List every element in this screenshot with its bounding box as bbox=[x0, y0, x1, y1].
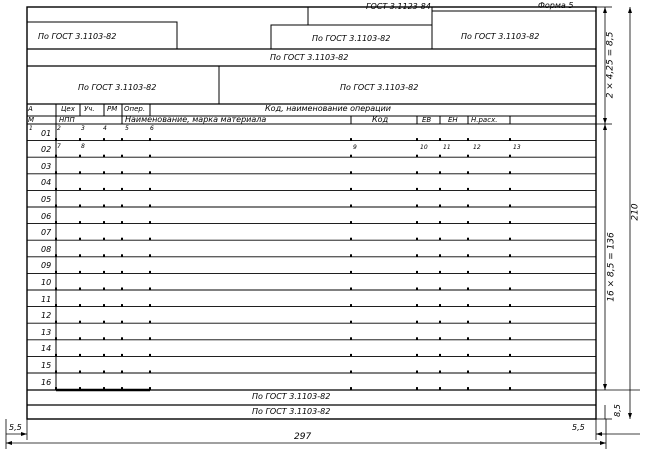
tick-mark bbox=[55, 337, 57, 340]
tick-mark bbox=[103, 271, 105, 274]
row-number: 13 bbox=[41, 327, 52, 337]
tick-mark bbox=[350, 155, 352, 158]
tick-mark bbox=[416, 171, 418, 174]
tick-mark bbox=[103, 138, 105, 141]
tick-mark bbox=[55, 138, 57, 141]
tick-mark bbox=[103, 304, 105, 307]
tick-mark bbox=[121, 254, 123, 256]
form-reference: ГОСТ 3.1123-84 bbox=[366, 2, 431, 11]
tick-mark bbox=[350, 321, 352, 324]
tick-mark bbox=[416, 337, 418, 340]
tick-mark bbox=[416, 271, 418, 274]
tick-mark bbox=[149, 205, 151, 208]
gost-footer-1: По ГОСТ 3.1103-82 bbox=[252, 392, 331, 401]
tick-mark bbox=[439, 254, 441, 256]
row-number: 16 bbox=[41, 377, 52, 387]
tick-mark bbox=[121, 387, 123, 390]
tick-mark bbox=[467, 254, 469, 256]
tick-mark bbox=[103, 337, 105, 340]
dim-right-top: 2 × 4,25 = 8,5 bbox=[605, 31, 616, 99]
tick-mark bbox=[79, 238, 81, 241]
tick-mark bbox=[509, 205, 511, 208]
tick-mark bbox=[509, 188, 511, 191]
tick-mark bbox=[509, 321, 511, 324]
tick-mark bbox=[439, 387, 441, 390]
tick-mark bbox=[416, 138, 418, 141]
tick-mark bbox=[467, 155, 469, 158]
tick-mark bbox=[350, 254, 352, 256]
tick-mark bbox=[416, 321, 418, 324]
form-label: Форма 5 bbox=[538, 1, 574, 10]
col-npp: НПП bbox=[59, 116, 75, 124]
row-number: 04 bbox=[41, 178, 52, 188]
row-number: 07 bbox=[41, 228, 52, 238]
col-norm: Н.расх. bbox=[471, 116, 498, 124]
tick-mark bbox=[121, 188, 123, 191]
col-oper: Опер. bbox=[124, 105, 146, 113]
col-num-9: 9 bbox=[353, 144, 357, 151]
tick-mark bbox=[79, 288, 81, 291]
gost-box-3: По ГОСТ 3.1103-82 bbox=[461, 32, 540, 41]
tick-mark bbox=[467, 205, 469, 208]
col-num-2: 2 bbox=[57, 125, 61, 132]
tick-mark bbox=[439, 271, 441, 274]
tick-mark bbox=[350, 138, 352, 141]
tick-mark bbox=[79, 254, 81, 256]
tick-mark bbox=[79, 321, 81, 324]
dim-width: 297 bbox=[294, 432, 312, 442]
tick-mark bbox=[509, 337, 511, 340]
tick-mark bbox=[121, 171, 123, 174]
row-number: 06 bbox=[41, 211, 52, 221]
tick-mark bbox=[467, 288, 469, 291]
tick-mark bbox=[350, 238, 352, 241]
tick-mark bbox=[416, 371, 418, 374]
tick-mark bbox=[416, 155, 418, 158]
col-num-1: 1 bbox=[29, 125, 33, 132]
tick-mark bbox=[55, 155, 57, 158]
tick-mark bbox=[79, 387, 81, 390]
tick-mark bbox=[350, 271, 352, 274]
col-num-5: 5 bbox=[125, 125, 129, 132]
tick-mark bbox=[467, 371, 469, 374]
row-number: 03 bbox=[41, 161, 52, 171]
tick-mark bbox=[467, 221, 469, 224]
tick-mark bbox=[509, 371, 511, 374]
tick-mark bbox=[55, 188, 57, 191]
tick-mark bbox=[103, 188, 105, 191]
tick-mark bbox=[55, 205, 57, 208]
tick-mark bbox=[103, 321, 105, 324]
tick-mark bbox=[509, 171, 511, 174]
tick-mark bbox=[79, 205, 81, 208]
col-num-11: 11 bbox=[443, 144, 451, 151]
tick-mark bbox=[55, 371, 57, 374]
dim-right-margin: 5,5 bbox=[572, 423, 585, 432]
tick-mark bbox=[121, 288, 123, 291]
tick-mark bbox=[103, 155, 105, 158]
col-num-8: 8 bbox=[81, 143, 85, 150]
tick-mark bbox=[416, 288, 418, 291]
tick-mark bbox=[439, 155, 441, 158]
col-num-12: 12 bbox=[473, 144, 481, 151]
col-material: Наименование, марка материала bbox=[125, 115, 267, 124]
tick-mark bbox=[416, 354, 418, 357]
gost-right-block: По ГОСТ 3.1103-82 bbox=[340, 83, 419, 92]
tick-mark bbox=[149, 387, 151, 390]
tick-mark bbox=[103, 371, 105, 374]
tick-mark bbox=[79, 221, 81, 224]
tick-mark bbox=[79, 371, 81, 374]
tick-mark bbox=[467, 138, 469, 141]
tick-mark bbox=[149, 188, 151, 191]
col-tseh: Цех bbox=[61, 105, 75, 113]
col-en: ЕН bbox=[448, 116, 458, 124]
tick-mark bbox=[439, 371, 441, 374]
tick-mark bbox=[79, 354, 81, 357]
tick-mark bbox=[79, 171, 81, 174]
tick-mark bbox=[467, 321, 469, 324]
tick-mark bbox=[416, 188, 418, 191]
tick-mark bbox=[350, 337, 352, 340]
tick-mark bbox=[55, 321, 57, 324]
tick-mark bbox=[467, 354, 469, 357]
dim-right-total: 210 bbox=[630, 203, 641, 221]
tick-mark bbox=[439, 288, 441, 291]
tick-mark bbox=[350, 188, 352, 191]
tick-mark bbox=[79, 188, 81, 191]
col-num-13: 13 bbox=[513, 144, 521, 151]
tick-mark bbox=[416, 387, 418, 390]
tick-mark bbox=[467, 337, 469, 340]
tick-mark bbox=[55, 271, 57, 274]
tick-mark bbox=[350, 288, 352, 291]
tick-mark bbox=[103, 354, 105, 357]
tick-mark bbox=[55, 387, 57, 390]
row-number: 09 bbox=[41, 261, 52, 271]
tick-mark bbox=[509, 288, 511, 291]
tick-mark bbox=[149, 138, 151, 141]
row-number: 02 bbox=[41, 145, 52, 155]
tick-mark bbox=[149, 221, 151, 224]
tick-mark bbox=[439, 171, 441, 174]
tick-mark bbox=[149, 238, 151, 241]
tick-mark bbox=[467, 271, 469, 274]
tick-mark bbox=[149, 271, 151, 274]
tick-mark bbox=[416, 221, 418, 224]
tick-mark bbox=[149, 371, 151, 374]
row-number: 14 bbox=[41, 344, 52, 354]
tick-mark bbox=[467, 238, 469, 241]
tick-mark bbox=[103, 238, 105, 241]
tick-mark bbox=[350, 171, 352, 174]
tick-mark bbox=[103, 171, 105, 174]
tick-mark bbox=[149, 354, 151, 357]
tick-mark bbox=[416, 205, 418, 208]
tick-mark bbox=[509, 138, 511, 141]
tick-mark bbox=[439, 321, 441, 324]
col-uch: Уч. bbox=[84, 105, 95, 113]
col-num-4: 4 bbox=[103, 125, 107, 132]
tick-mark bbox=[439, 205, 441, 208]
tick-mark bbox=[121, 205, 123, 208]
tick-mark bbox=[149, 337, 151, 340]
tick-mark bbox=[509, 155, 511, 158]
gost-strip: По ГОСТ 3.1103-82 bbox=[270, 53, 349, 62]
tick-mark bbox=[467, 171, 469, 174]
tick-mark bbox=[509, 238, 511, 241]
tick-mark bbox=[149, 155, 151, 158]
row-label-m: М bbox=[28, 116, 35, 124]
tick-mark bbox=[55, 354, 57, 357]
row-number: 15 bbox=[41, 361, 52, 370]
tick-mark bbox=[121, 337, 123, 340]
tick-mark bbox=[416, 304, 418, 307]
tick-mark bbox=[121, 304, 123, 307]
row-number: 11 bbox=[41, 294, 52, 304]
col-num-3: 3 bbox=[81, 125, 85, 132]
tick-mark bbox=[467, 387, 469, 390]
tick-mark bbox=[121, 354, 123, 357]
tick-mark bbox=[149, 304, 151, 307]
dim-right-bottom: 8,5 bbox=[612, 404, 622, 417]
dim-right-mid: 16 × 8,5 = 136 bbox=[606, 232, 617, 302]
col-operation-header: Код, наименование операции bbox=[265, 104, 391, 113]
row-label-a: А bbox=[28, 105, 33, 113]
tick-mark bbox=[103, 288, 105, 291]
tick-mark bbox=[121, 221, 123, 224]
tick-mark bbox=[509, 387, 511, 390]
tick-mark bbox=[467, 304, 469, 307]
tick-mark bbox=[121, 138, 123, 141]
tick-mark bbox=[509, 221, 511, 224]
tick-mark bbox=[350, 205, 352, 208]
col-code: Код bbox=[372, 115, 389, 124]
tick-mark bbox=[350, 387, 352, 390]
gost-footer-2: По ГОСТ 3.1103-82 bbox=[252, 407, 331, 416]
tick-mark bbox=[149, 254, 151, 256]
row-number: 10 bbox=[41, 278, 52, 287]
tick-mark bbox=[79, 337, 81, 340]
gost-box-2: По ГОСТ 3.1103-82 bbox=[312, 34, 391, 43]
tick-mark bbox=[103, 387, 105, 390]
tick-mark bbox=[55, 171, 57, 174]
tick-mark bbox=[121, 371, 123, 374]
col-ev: ЕВ bbox=[422, 116, 432, 124]
tick-mark bbox=[439, 238, 441, 241]
col-rm: РМ bbox=[107, 105, 118, 113]
tick-mark bbox=[439, 337, 441, 340]
col-num-7: 7 bbox=[57, 143, 61, 150]
tick-mark bbox=[55, 254, 57, 256]
tick-mark bbox=[439, 138, 441, 141]
tick-mark bbox=[350, 354, 352, 357]
tick-mark bbox=[79, 155, 81, 158]
tick-mark bbox=[439, 354, 441, 357]
tick-mark bbox=[121, 155, 123, 158]
tick-mark bbox=[350, 304, 352, 307]
tick-mark bbox=[509, 304, 511, 307]
tick-mark bbox=[509, 254, 511, 256]
tick-mark bbox=[121, 238, 123, 241]
tick-mark bbox=[439, 304, 441, 307]
tick-mark bbox=[416, 238, 418, 241]
tick-mark bbox=[467, 188, 469, 191]
tick-mark bbox=[509, 354, 511, 357]
tick-mark bbox=[121, 271, 123, 274]
tick-mark bbox=[509, 271, 511, 274]
row-number: 05 bbox=[41, 195, 52, 204]
tick-mark bbox=[350, 371, 352, 374]
tick-mark bbox=[103, 205, 105, 208]
tick-mark bbox=[416, 254, 418, 256]
tick-mark bbox=[149, 171, 151, 174]
tick-mark bbox=[79, 271, 81, 274]
tick-mark bbox=[55, 238, 57, 241]
tick-mark bbox=[79, 304, 81, 307]
col-num-10: 10 bbox=[420, 144, 428, 151]
tick-mark bbox=[103, 221, 105, 224]
tick-mark bbox=[103, 254, 105, 256]
row-number: 12 bbox=[41, 311, 52, 321]
tick-mark bbox=[439, 188, 441, 191]
col-num-6: 6 bbox=[150, 125, 154, 132]
tick-mark bbox=[79, 138, 81, 141]
tick-mark bbox=[149, 321, 151, 324]
row-number: 08 bbox=[41, 244, 52, 254]
row-number: 01 bbox=[41, 128, 52, 138]
dim-left-margin: 5,5 bbox=[9, 423, 22, 432]
tick-mark bbox=[121, 321, 123, 324]
tick-mark bbox=[55, 221, 57, 224]
tick-mark bbox=[439, 221, 441, 224]
tick-mark bbox=[55, 304, 57, 307]
gost-box-1: По ГОСТ 3.1103-82 bbox=[38, 32, 117, 41]
tick-mark bbox=[55, 288, 57, 291]
tick-mark bbox=[350, 221, 352, 224]
gost-left-block: По ГОСТ 3.1103-82 bbox=[78, 83, 157, 92]
tick-mark bbox=[149, 288, 151, 291]
